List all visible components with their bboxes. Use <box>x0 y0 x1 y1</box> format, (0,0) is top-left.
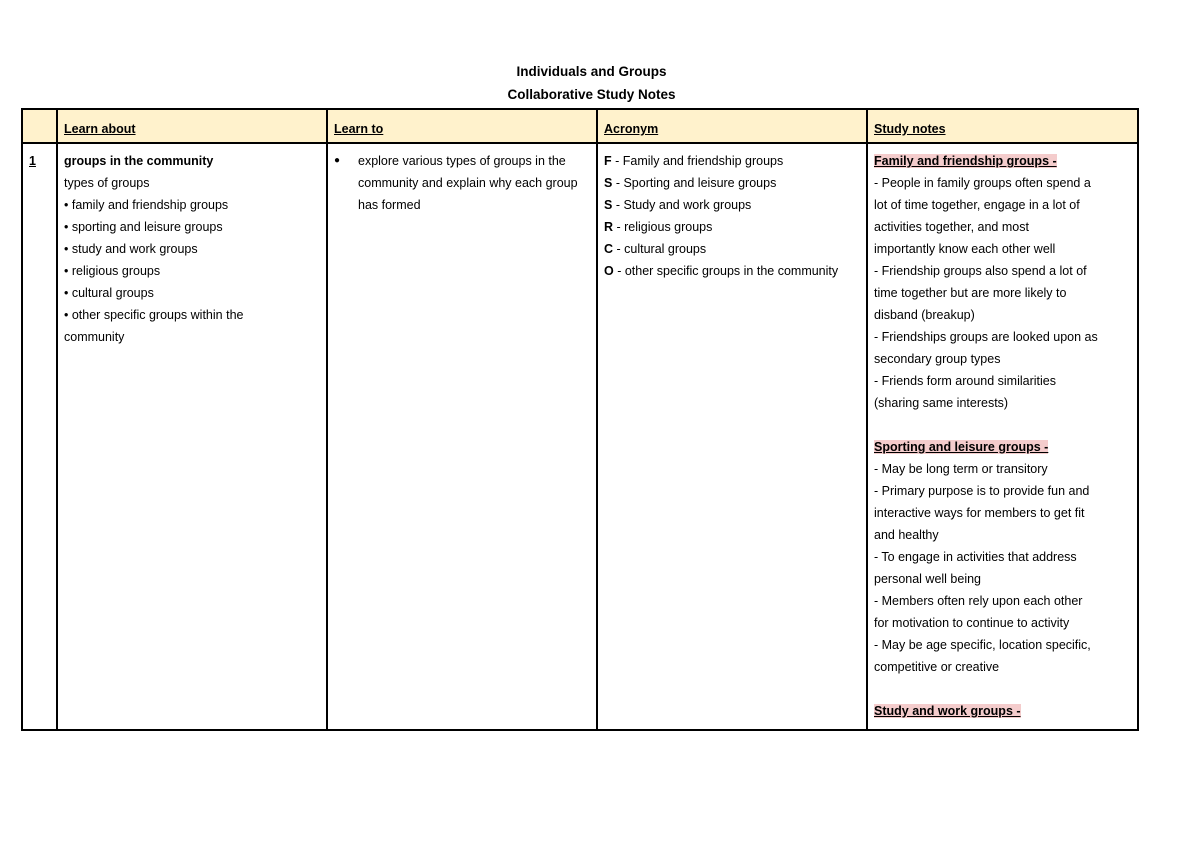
acronym-line: F - Family and friendship groups <box>604 154 784 168</box>
learn-to-text: explore various types of groups in the community and explain why each group has formed <box>358 154 578 212</box>
table-header-row <box>22 109 1138 143</box>
note-line: importantly know each other well <box>874 242 1056 256</box>
note-line: - People in family groups often spend a <box>874 176 1091 190</box>
note-line: - Primary purpose is to provide fun and <box>874 484 1090 498</box>
note-line: - May be long term or transitory <box>874 462 1048 476</box>
learn-to-cell <box>327 143 597 730</box>
document-title <box>0 61 1183 106</box>
row-number: 1 <box>29 154 36 168</box>
table-row <box>22 143 1138 730</box>
note-line: (sharing same interests) <box>874 396 1009 410</box>
note-line: - Friendships groups are looked upon as <box>874 330 1098 344</box>
learn-about-cell <box>57 143 327 730</box>
acronym-line: S - Study and work groups <box>604 198 752 212</box>
note-line: and healthy <box>874 528 939 542</box>
bullet-icon: ● <box>334 155 341 166</box>
list-item: • cultural groups <box>64 286 154 300</box>
header-study-notes: Study notes <box>867 109 1138 143</box>
list-item: community <box>64 330 125 344</box>
note-line: interactive ways for members to get fit <box>874 506 1085 520</box>
note-line: activities together, and most <box>874 220 1029 234</box>
note-line: lot of time together, engage in a lot of <box>874 198 1080 212</box>
learn-about-subheading: types of groups <box>64 176 150 190</box>
section-spacer <box>874 678 1131 700</box>
note-line: - To engage in activities that address <box>874 550 1077 564</box>
note-line: - Friendship groups also spend a lot of <box>874 264 1087 278</box>
list-item: • study and work groups <box>64 242 198 256</box>
note-line: personal well being <box>874 572 982 586</box>
header-acronym: Acronym <box>597 109 867 143</box>
header-num <box>22 109 57 143</box>
acronym-cell <box>597 143 867 730</box>
header-learn-about: Learn about <box>57 109 327 143</box>
note-line: - May be age specific, location specific, <box>874 638 1091 652</box>
family-section-heading: Family and friendship groups - <box>874 154 1057 168</box>
note-line: time together but are more likely to <box>874 286 1067 300</box>
sporting-section-heading: Sporting and leisure groups - <box>874 440 1049 454</box>
study-notes-cell <box>867 143 1138 730</box>
learn-to-item <box>334 150 590 216</box>
note-line: - Friends form around similarities <box>874 374 1056 388</box>
list-item: • religious groups <box>64 264 161 278</box>
header-learn-to: Learn to <box>327 109 597 143</box>
list-item: • sporting and leisure groups <box>64 220 223 234</box>
title-line-1: Individuals and Groups <box>516 64 667 79</box>
list-item: • other specific groups within the <box>64 308 244 322</box>
acronym-line: R - religious groups <box>604 220 713 234</box>
list-item: • family and friendship groups <box>64 198 229 212</box>
acronym-line: O - other specific groups in the community <box>604 264 839 278</box>
note-line: for motivation to continue to activity <box>874 616 1070 630</box>
note-line: - Members often rely upon each other <box>874 594 1083 608</box>
row-number-cell <box>22 143 57 730</box>
study-section-heading: Study and work groups - <box>874 704 1021 718</box>
note-line: competitive or creative <box>874 660 1000 674</box>
section-spacer <box>874 414 1131 436</box>
note-line: disband (breakup) <box>874 308 975 322</box>
note-line: secondary group types <box>874 352 1001 366</box>
title-line-2: Collaborative Study Notes <box>507 86 676 102</box>
learn-about-heading: groups in the community <box>64 154 214 168</box>
acronym-line: C - cultural groups <box>604 242 707 256</box>
study-notes-table <box>21 108 1139 731</box>
acronym-line: S - Sporting and leisure groups <box>604 176 777 190</box>
